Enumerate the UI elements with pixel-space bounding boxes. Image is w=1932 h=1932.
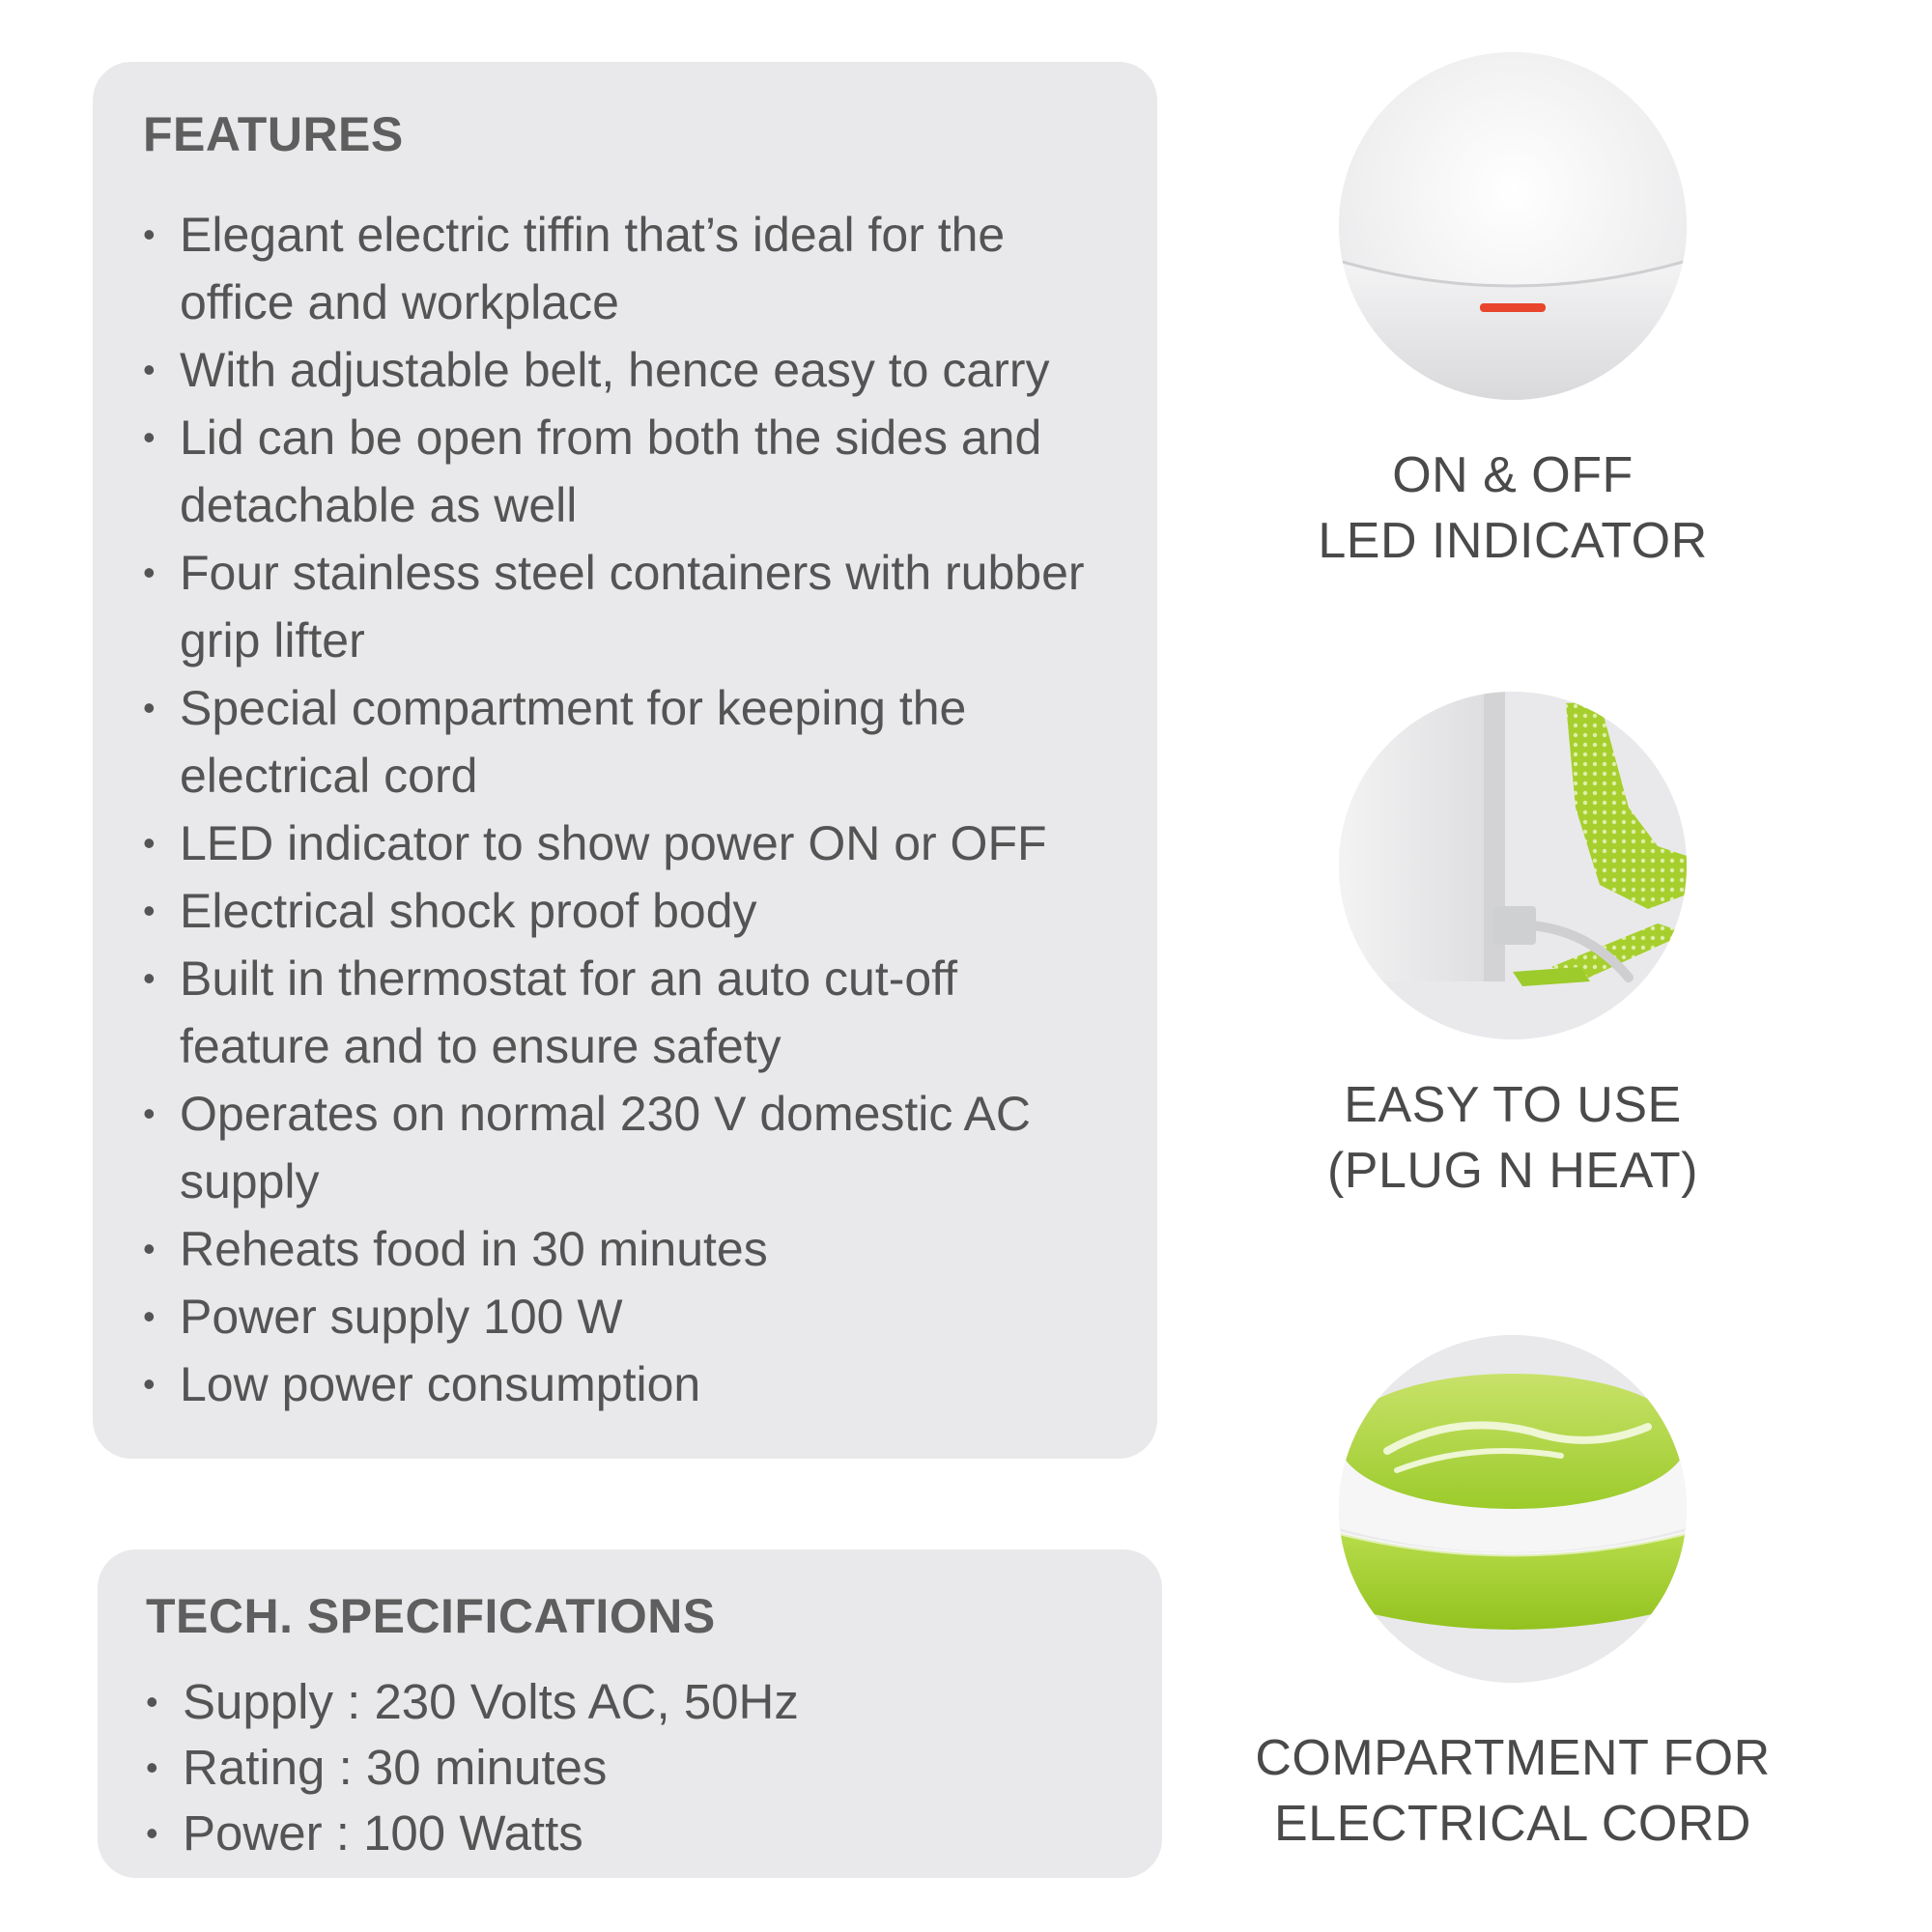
specs-list (146, 1669, 1112, 1866)
bullet-icon: • (143, 214, 156, 254)
list-item: • Electrical shock proof body (143, 877, 1107, 945)
features-list (143, 201, 1107, 1418)
bullet-icon: • (143, 1364, 156, 1404)
list-item: • Elegant electric tiffin that’s ideal for the office and workplace (143, 201, 1107, 336)
specs-panel (98, 1549, 1162, 1878)
bullet-icon: • (143, 1094, 156, 1133)
led-indicator-illustration (1339, 52, 1687, 400)
list-item: • Reheats food in 30 minutes (143, 1215, 1107, 1283)
bullet-icon: • (143, 823, 156, 863)
cord-compartment-image (1339, 1335, 1687, 1683)
bullet-icon: • (143, 688, 156, 727)
caption-cord-compartment: COMPARTMENT FOR ELECTRICAL CORD (1255, 1730, 1771, 1852)
plug-n-heat-image (1339, 692, 1687, 1039)
list-item: • Power supply 100 W (143, 1283, 1107, 1350)
list-item: • Lid can be open from both the sides and detachable as well (143, 404, 1107, 539)
list-item: • Supply : 230 Volts AC, 50Hz (146, 1669, 1112, 1735)
list-item: • Power : 100 Watts (146, 1801, 1112, 1866)
led-indicator-image (1339, 52, 1687, 400)
list-item: • LED indicator to show power ON or OFF (143, 810, 1107, 877)
bullet-icon: • (143, 417, 156, 457)
cord-compartment-illustration (1339, 1335, 1687, 1683)
list-item: • Special compartment for keeping the electrical cord (143, 674, 1107, 810)
features-panel (93, 62, 1157, 1459)
bullet-icon: • (143, 553, 156, 592)
caption-easy-to-use: EASY TO USE (PLUG N HEAT) (1326, 1077, 1698, 1199)
bullet-icon: • (146, 1747, 158, 1787)
bullet-icon: • (143, 350, 156, 389)
features-title: FEATURES (143, 107, 404, 161)
bullet-icon: • (143, 1229, 156, 1268)
list-item: • Rating : 30 minutes (146, 1735, 1112, 1801)
specs-title: TECH. SPECIFICATIONS (146, 1589, 716, 1643)
bullet-icon: • (146, 1813, 158, 1853)
bullet-icon: • (143, 891, 156, 930)
list-item: • Operates on normal 230 V domestic AC supply (143, 1080, 1107, 1215)
list-item: • Low power consumption (143, 1350, 1107, 1418)
bullet-icon: • (146, 1682, 158, 1721)
bullet-icon: • (143, 1296, 156, 1336)
list-item: • Built in thermostat for an auto cut-off feature and to ensure safety (143, 945, 1107, 1080)
cord-tray-icon (1339, 1374, 1687, 1509)
led-light-icon (1480, 303, 1546, 312)
list-item: • With adjustable belt, hence easy to carry (143, 336, 1107, 404)
plug-illustration (1339, 692, 1687, 1039)
caption-led-indicator: ON & OFF LED INDICATOR (1318, 447, 1708, 569)
bullet-icon: • (143, 958, 156, 998)
list-item: • Four stainless steel containers with rubber grip lifter (143, 539, 1107, 674)
